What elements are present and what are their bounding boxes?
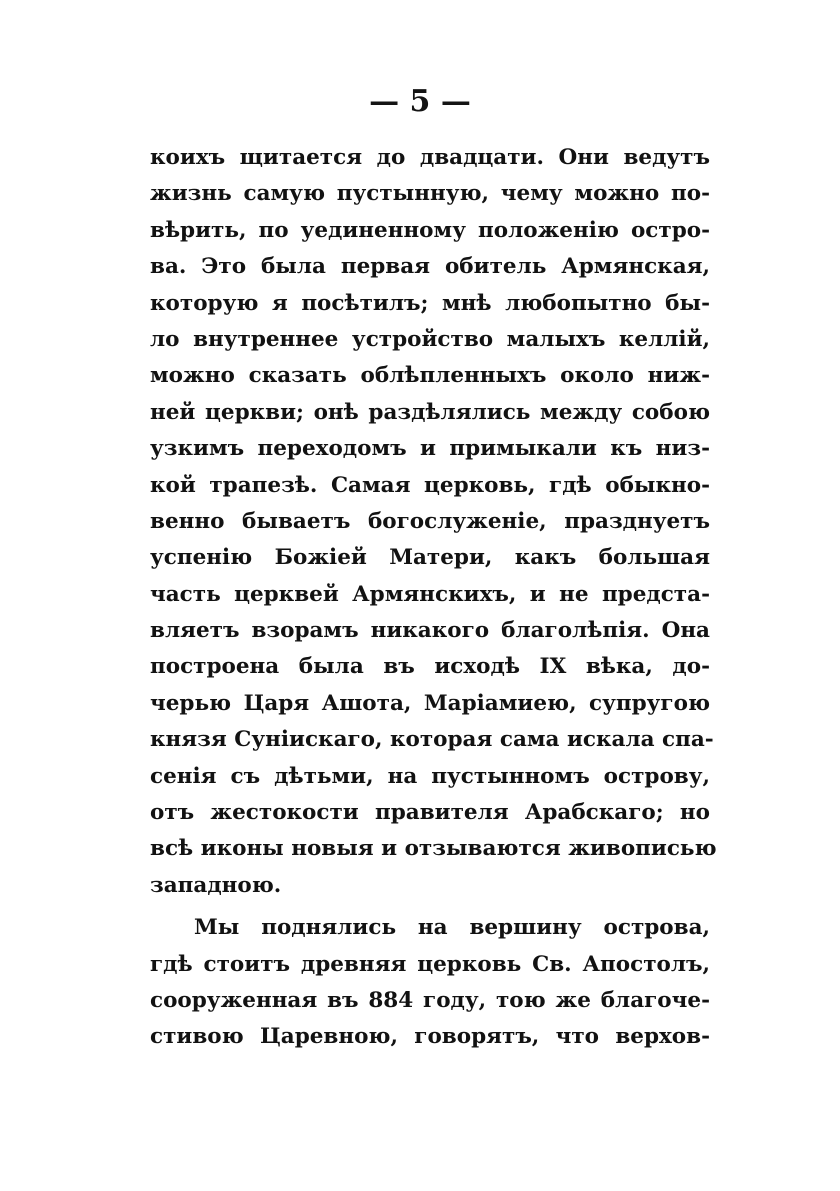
text-line: кой трапезѣ. Самая церковь, гдѣ обыкно-	[150, 472, 710, 498]
text-line: стивою Царевною, говорятъ, что верхов-	[150, 1024, 710, 1050]
text-line: сооруженная въ 884 году, тою же благоче-	[150, 987, 710, 1013]
text-line: ло внутреннее устройство малыхъ келлій,	[150, 326, 710, 352]
text-line: вляетъ взорамъ никакого благолѣпія. Она	[150, 618, 710, 644]
text-line: ва. Это была первая обитель Армянская,	[150, 254, 710, 280]
text-line: жизнь самую пустынную, чему можно по-	[150, 181, 710, 207]
text-line: Мы поднялись на вершину острова,	[194, 915, 710, 941]
text-line: вѣрить, по уединенному положенію остро-	[150, 217, 710, 243]
text-line: отъ жестокости правителя Арабскаго; но	[150, 800, 710, 826]
text-line: князя Суніискаго, которая сама искала спа-	[150, 727, 714, 753]
paragraph-2	[150, 910, 710, 1056]
text-line: можно сказать облѣпленныхъ около ниж-	[150, 363, 710, 389]
body-text	[150, 140, 717, 1056]
text-line: всѣ иконы новыя и отзываются живописью	[150, 836, 717, 862]
text-line: построена была въ исходѣ IX вѣка, до-	[150, 654, 710, 680]
text-line: успенію Божіей Матери, какъ большая	[150, 545, 710, 571]
text-line: ней церкви; онѣ раздѣлялись между собою	[150, 399, 710, 425]
text-line: западною.	[150, 872, 282, 898]
text-line: узкимъ переходомъ и примыкали къ низ-	[150, 436, 710, 462]
text-line: которую я посѣтилъ; мнѣ любопытно бы-	[150, 290, 710, 316]
page-number: — 5 —	[369, 84, 471, 119]
text-line: гдѣ стоитъ древняя церковь Св. Апостолъ,	[150, 951, 710, 977]
text-line: часть церквей Армянскихъ, и не предста-	[150, 581, 710, 607]
text-line: коихъ щитается до двадцати. Они ведутъ	[150, 145, 710, 170]
text-line: венно бываетъ богослуженіе, празднуетъ	[150, 508, 710, 534]
text-line: сенія съ дѣтьми, на пустынномъ острову,	[150, 763, 710, 789]
paragraph-1	[150, 140, 717, 904]
text-line: черью Царя Ашота, Маріамиею, супругою	[150, 690, 710, 716]
